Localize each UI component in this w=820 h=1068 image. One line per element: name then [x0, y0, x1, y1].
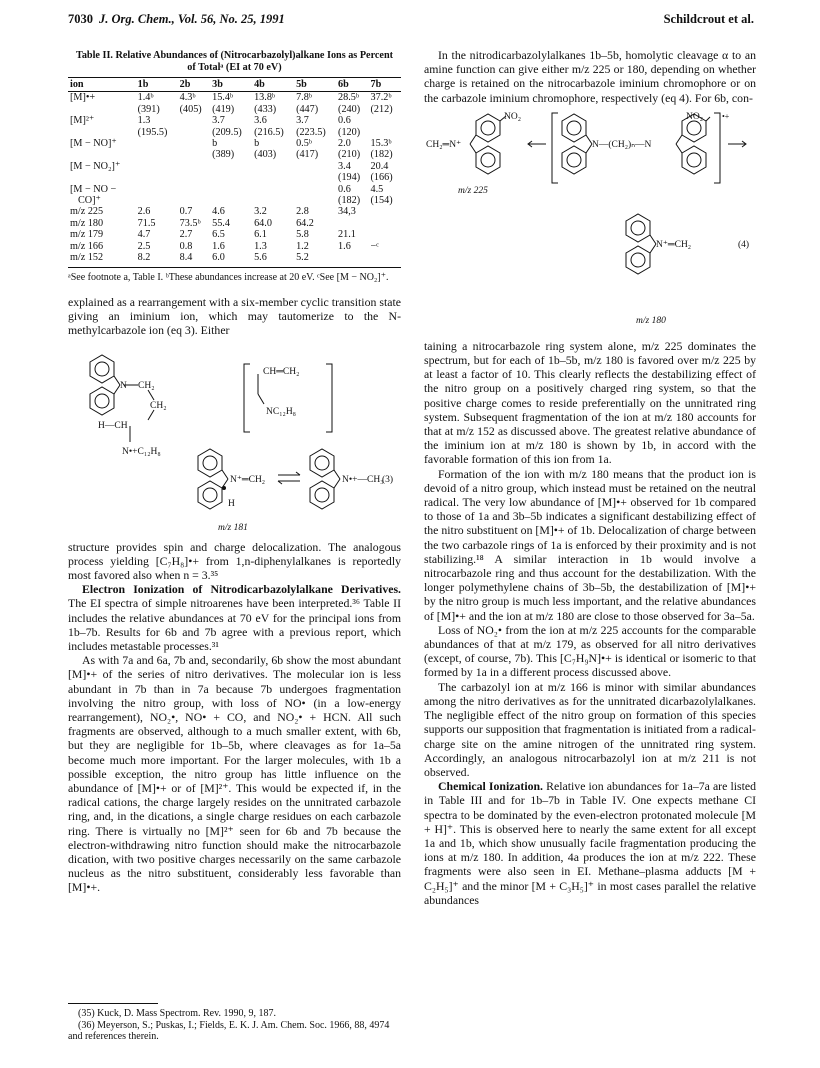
section-heading: Electron Ionization of Nitrodicarbazolylalkane Derivatives.: [82, 582, 401, 597]
table-column-header: 6b: [336, 78, 368, 92]
eq3-nc12h8-label: N•+C₁₂H₈: [122, 446, 161, 457]
table-cell: 1.3: [137, 115, 151, 127]
table-row: [68, 218, 401, 229]
table-row-label: [68, 149, 136, 160]
table-cell: [210, 161, 252, 172]
table-cell: [294, 195, 336, 206]
table-cell: (210): [338, 149, 361, 161]
table-cell: 5.6: [252, 252, 294, 267]
paragraph: explained as a rearrangement with a six-member cyclic transition state giving an iminium ion, which may tautomerize to the N-methylcarbazole ion (eq 3). Either: [68, 295, 401, 338]
table-cell: 0.5ᵇ: [296, 138, 312, 150]
table-cell: −ᶜ: [370, 240, 379, 252]
table-cell: [178, 184, 210, 195]
table-cell: 1.6: [338, 240, 351, 252]
table-row: [68, 206, 401, 217]
table-cell: 2.7: [179, 229, 193, 241]
page-number: 7030: [68, 12, 93, 26]
footnote-rule: [68, 1003, 158, 1004]
equation-3-structure: [68, 344, 401, 534]
eq3-mz-label: m/z 181: [218, 522, 248, 533]
table-row-label: m/z 180: [70, 217, 104, 229]
table-row-label: m/z 179: [70, 229, 104, 241]
table-cell: 3.7: [212, 115, 225, 127]
table-cell: 3.7: [296, 115, 309, 127]
table-cell: (417): [296, 149, 319, 161]
table-cell: 2.6: [137, 206, 151, 218]
table-column-header: 1b: [136, 78, 178, 92]
table-cell: 2.0: [338, 138, 351, 150]
table-cell: (405): [179, 103, 202, 115]
table-cell: (216.5): [254, 126, 284, 138]
eq3-bracket-vinyl: CH═CH₂: [263, 366, 300, 377]
table-cell: 4.5: [370, 183, 384, 195]
table-cell: [294, 161, 336, 172]
equation-4-structure: [424, 111, 756, 333]
paragraph: Formation of the ion with m/z 180 means that the product ion is devoid of a nitro group, which instead must be retained on the neutral radical. The very low abundance of [M]•+ observed for 1b compared to those of 1a and 3b–5b indicates a significant destabilizing effect of the nitro substituent on [M]•+ of 1b. Delocalization of charge between the two carbazole rings of 1a is enforced by their proximity and is not stabilizing.¹⁸ A similar interaction in 1b would involve a nitrocarbazole ring and thus account for the destabilization. With the longer polymethylene chains of 3b–5b, the destabilization of [M]•+ by the nitro group is much less important, and the relative abundances of [M]•+ and the ion at m/z 180 are close to those observed for 3a–5a.: [424, 466, 756, 623]
table-header-row: [68, 78, 401, 92]
table-row-label: [M]•+: [70, 92, 96, 104]
table-cell: [252, 195, 294, 206]
table-body: [68, 92, 401, 267]
table-row-label: m/z 225: [70, 206, 104, 218]
eq4-chain-label: N—(CH₂)ₙ—N: [592, 139, 652, 150]
table-cell: 2.5: [137, 240, 151, 252]
table-cell: (209.5): [212, 126, 242, 138]
eq4-iminium-bottom: N⁺═CH₂: [656, 239, 692, 250]
table-cell: 73.5ᵇ: [179, 217, 201, 229]
table-cell: 0.7: [179, 206, 193, 218]
eq3-bracket-nc12h8: NC₁₂H₈: [266, 406, 296, 417]
table-column-header: 7b: [369, 78, 401, 92]
table-cell: (182): [370, 149, 393, 161]
table-cell: [369, 218, 401, 229]
table-cell: 64.2: [296, 217, 314, 229]
table-cell: [178, 138, 210, 149]
table-cell: 4.6: [212, 206, 225, 218]
references: [68, 1003, 401, 1043]
table-cell: [210, 195, 252, 206]
paragraph: Relative ion abundances for 1a–7a are listed in Table III and for 1b–7b in Table IV. One expects methane CI spectra to be dominated by the even-electron protonated molecule [M + H]⁺. This is observed here to nearly the same extent for all except 1a and 1b, which show unusually facile fragmentation producing the ions at m/z 180. In addition, 4a produces the ion at m/z 222. These fragments were also seen in EI. Methane–plasma adducts [M + C₂H₅]⁺ and the minor [M + C₃H₅]⁺ in most cases parallel the relative abundances: [424, 779, 757, 907]
table-cell: (182): [338, 195, 361, 207]
table-cell: (447): [296, 103, 319, 115]
table-row: [68, 172, 401, 183]
table-cell: [136, 149, 178, 160]
running-author: Schildcrout et al.: [663, 12, 754, 26]
table-row: [68, 195, 401, 206]
table-cell: 5.2: [294, 252, 336, 267]
table-cell: 0.6: [338, 115, 351, 127]
radical-dot: [222, 486, 226, 490]
table-cell: [369, 229, 401, 240]
table-cell: 13.8ᵇ: [254, 92, 276, 104]
journal-citation: [68, 12, 285, 27]
table-cell: [136, 195, 178, 206]
section-heading: Chemical Ionization.: [438, 779, 544, 794]
table-column-header: 4b: [252, 78, 294, 92]
table-cell: (195.5): [137, 126, 168, 138]
table-column-header: ion: [68, 78, 136, 92]
table-cell: [178, 149, 210, 160]
table-cell: (403): [254, 149, 277, 161]
table-cell: 7.8ᵇ: [296, 92, 312, 104]
table-cell: 4.7: [137, 229, 151, 241]
table-row: [68, 104, 401, 115]
table-cell: [294, 184, 336, 195]
table-cell: [178, 161, 210, 172]
table-cell: [136, 161, 178, 172]
eq4-radical-cation: •+: [722, 111, 730, 121]
table-cell: 1.2: [296, 240, 309, 252]
eq3-ch2b-label: CH₂: [150, 400, 167, 411]
table-cell: 15.4ᵇ: [212, 92, 234, 104]
reference-36: (36) Meyerson, S.; Puskas, I.; Fields, E. K. J. Am. Chem. Soc. 1966, 88, 4974 and references therein.: [68, 1019, 390, 1043]
eq3-h-label: H: [228, 498, 235, 509]
table-cell: 0.8: [179, 240, 193, 252]
table-cell: [210, 184, 252, 195]
table-row-label: CO]⁺: [78, 195, 101, 207]
table-cell: (154): [370, 195, 393, 207]
equation-3-figure: [68, 344, 401, 534]
table-cell: (223.5): [296, 126, 326, 138]
paragraph: taining a nitrocarbazole ring system alone, m/z 225 dominates the spectrum, but for each of 1b–5b, m/z 180 is favored over m/z 225 by at least a factor of 10. This clearly reflects the destabilizing effect of the nitro group on a positively charged ring system, so that the positive charge comes to reside preferentially on the unnitrated ring system. Subsequent fragmentation of the ion at m/z 180 accounts for that at m/z 152 as discussed above. The greatest relative abundance of the iminium ion at m/z 180 is shown by 1b, in accord with the favorable formation of this ion from 1a.: [424, 338, 756, 467]
table-row: [68, 229, 401, 240]
table-cell: b: [212, 138, 218, 150]
table-caption: Table II. Relative Abundances of (Nitrocarbazolyl)alkane Ions as Percent of Totalᵃ (EI at 70 eV): [75, 50, 394, 73]
table-cell: 6.5: [212, 229, 225, 241]
table-cell: 15.3ᵇ: [370, 138, 392, 150]
table-cell: [369, 206, 401, 217]
table-cell: 5.8: [296, 229, 309, 241]
table-cell: [136, 172, 178, 183]
table-cell: [178, 115, 210, 126]
table-cell: [294, 172, 336, 183]
table-cell: [210, 172, 252, 183]
eq4-mz225-label: m/z 225: [458, 185, 488, 196]
table-cell: (389): [212, 149, 235, 161]
table-footnote: ᵃSee footnote a, Table I. ᵇThese abundances increase at 20 eV. ᶜSee [M − NO₂]⁺.: [68, 271, 389, 283]
table-cell: b: [254, 138, 260, 150]
table-cell: 37.2ᵇ: [370, 92, 392, 104]
table-row-label: m/z 166: [70, 240, 104, 252]
eq3-methyl-label: N•+—CH₃: [342, 474, 384, 485]
table-cell: 20.4: [370, 160, 389, 172]
paragraph: As with 7a and 6a, 7b and, secondarily, 6b show the most abundant [M]•+ of the series of nitro derivatives. The molecular ion is less abundant in 7b than in 7a because 7b undergoes fragmentation involving the nitro group, with loss of NO• (in a low-energy rearrangement), NO₂•, NO• + CO, and NO₂• + HCN. All such fragments are observed, although to a much smaller extent, with 6b, but they are negligible for 1b–5b, where cleavages as for 1a–5a become much more important. For the larger molecules, with 1b a possible exception, the nitro group has little influence on the abundance of [M]•+ or of [M]²⁺. This would be expected if, in the radical cations, the charge largely resides on the unnitrated carbazole ring, and, in the dications, a single charge residues on each carbazole ring. There is virtually no [M]²⁺ seen for 6b and 7b because the electron-withdrawing nitro function should make the nitrocarbazole dication, with two positive charges necessarily on the same carbazole nucleus as the nitro substituent, considerably less favorable than [M]•+.: [68, 653, 401, 895]
table-cell: [369, 127, 401, 138]
table-cell: 71.5: [137, 217, 156, 229]
table-cell: 64.0: [254, 217, 272, 229]
table-cell: 3.4: [338, 160, 351, 172]
paragraph: Loss of NO₂• from the ion at m/z 225 accounts for the comparable abundances of that at m/z 179, as observed for all nitro derivatives (except, of course, 7b). This [C₇H₉N]•+ is identical or isomeric to that formed by 1a in a different process discussed above.: [424, 622, 756, 680]
table-cell: [136, 184, 178, 195]
table-cell: 21.1: [338, 229, 356, 241]
table-row: [68, 115, 401, 126]
table-cell: 1.3: [254, 240, 267, 252]
table-cell: [336, 252, 368, 267]
table-cell: 0.6: [338, 183, 351, 195]
table-cell: [336, 218, 368, 229]
table-cell: (120): [338, 126, 361, 138]
paragraph: The carbazolyl ion at m/z 166 is minor with similar abundances among the nitro derivatives as for the unnitrated dicarbazolylalkanes. The negligible effect of the nitro group on formation of this species supports our supposition that fragmentation is initiated from a radical-charge site on the amine nitrogen of the unnitrated ring system. Accordingly, an analogous nitrocarbazolyl ion at m/z 211 is not observed.: [424, 679, 756, 779]
table-cell: [252, 161, 294, 172]
table-row-label: m/z 152: [68, 252, 136, 267]
table-cell: [178, 127, 210, 138]
eq4-no2-right: NO₂: [686, 111, 704, 122]
table-cell: (240): [338, 103, 361, 115]
table-cell: [136, 138, 178, 149]
left-column: [68, 48, 401, 895]
table-cell: [369, 115, 401, 126]
table-cell: [369, 252, 401, 267]
table-cell: 6.1: [254, 229, 267, 241]
table-row: [68, 161, 401, 172]
table-cell: [178, 172, 210, 183]
table-cell: (433): [254, 103, 277, 115]
table-cell: [252, 172, 294, 183]
paragraph: The EI spectra of simple nitroarenes have been interpreted.³⁶ Table II includes the relative abundances at 70 eV for the principal ions from 1b–7b. Results for 6b and 7b agree with a previous report, which includes metastable processes.³¹: [68, 596, 401, 654]
eq3-n-label: N: [120, 380, 127, 391]
table-row-label: [M − NO]⁺: [70, 138, 117, 150]
table-column-header: 2b: [178, 78, 210, 92]
table-cell: 4.3ᵇ: [179, 92, 196, 104]
table-cell: (212): [370, 103, 393, 115]
table-row: [68, 92, 401, 104]
table-cell: 34,3: [338, 206, 356, 218]
reference-35: (35) Kuck, D. Mass Spectrom. Rev. 1990, 9, 187.: [78, 1008, 276, 1019]
journal-name: J. Org. Chem., Vol. 56, No. 25, 1991: [99, 12, 285, 26]
table-row: [68, 252, 401, 267]
paragraph: In the nitrodicarbazolylalkanes 1b–5b, homolytic cleavage α to an amine function can give either m/z 225 or 180, depending on whether charge is retained on the nitrocarbazole iminium chromophore or on the carbazole iminium chromophore, respectively (eq 4). For 6b, con-: [424, 48, 756, 105]
table-row-label: [68, 172, 136, 183]
eq4-number: (4): [738, 239, 750, 250]
table-row: [68, 184, 401, 195]
table-row: [68, 127, 401, 138]
table-cell: 2.8: [296, 206, 309, 218]
table-cell: 1.4ᵇ: [137, 92, 154, 104]
table-cell: 1.6: [212, 240, 225, 252]
eq4-iminium-left: CH₂═N⁺: [426, 139, 462, 150]
table-cell: [178, 195, 210, 206]
table-cell: 8.2: [136, 252, 178, 267]
abundance-table: [68, 77, 401, 268]
paragraph: structure provides spin and charge delocalization. The analogous process yielding [C₇H₈]•+ from 1,n-diphenylalkanes is reportedly most favored also when n = 3.³⁵: [68, 539, 401, 583]
table-row: [68, 149, 401, 160]
table-column-header: 5b: [294, 78, 336, 92]
equation-4-figure: [424, 111, 756, 333]
table-cell: (419): [212, 103, 235, 115]
table-row-label: [M − NO₂]⁺: [70, 160, 121, 172]
table-cell: 8.4: [178, 252, 210, 267]
right-column: [424, 48, 756, 907]
eq3-iminium-label: N⁺═CH₂: [230, 474, 266, 485]
eq3-ch2-label: CH₂: [138, 380, 155, 391]
table-cell: 55.4: [212, 217, 230, 229]
table-cell: 6.0: [210, 252, 252, 267]
eq3-ch-label: H—CH: [98, 420, 128, 431]
table-cell: 3.6: [254, 115, 267, 127]
table-row-label: [68, 104, 136, 115]
eq3-number: (3): [382, 474, 394, 485]
table-row: [68, 241, 401, 252]
table-row: [68, 138, 401, 149]
table-cell: (166): [370, 172, 393, 184]
table-cell: 28.5ᵇ: [338, 92, 360, 104]
table-cell: (194): [338, 172, 361, 184]
table-row-label: [68, 127, 136, 138]
eq4-mz180-label: m/z 180: [636, 315, 666, 326]
table-column-header: 3b: [210, 78, 252, 92]
eq4-no2-left: NO₂: [504, 111, 522, 122]
table-cell: [252, 184, 294, 195]
table-row-label: [M − NO −: [70, 183, 117, 195]
table-row-label: [M]²⁺: [70, 115, 95, 127]
table-cell: (391): [137, 103, 160, 115]
table-cell: 3.2: [254, 206, 267, 218]
